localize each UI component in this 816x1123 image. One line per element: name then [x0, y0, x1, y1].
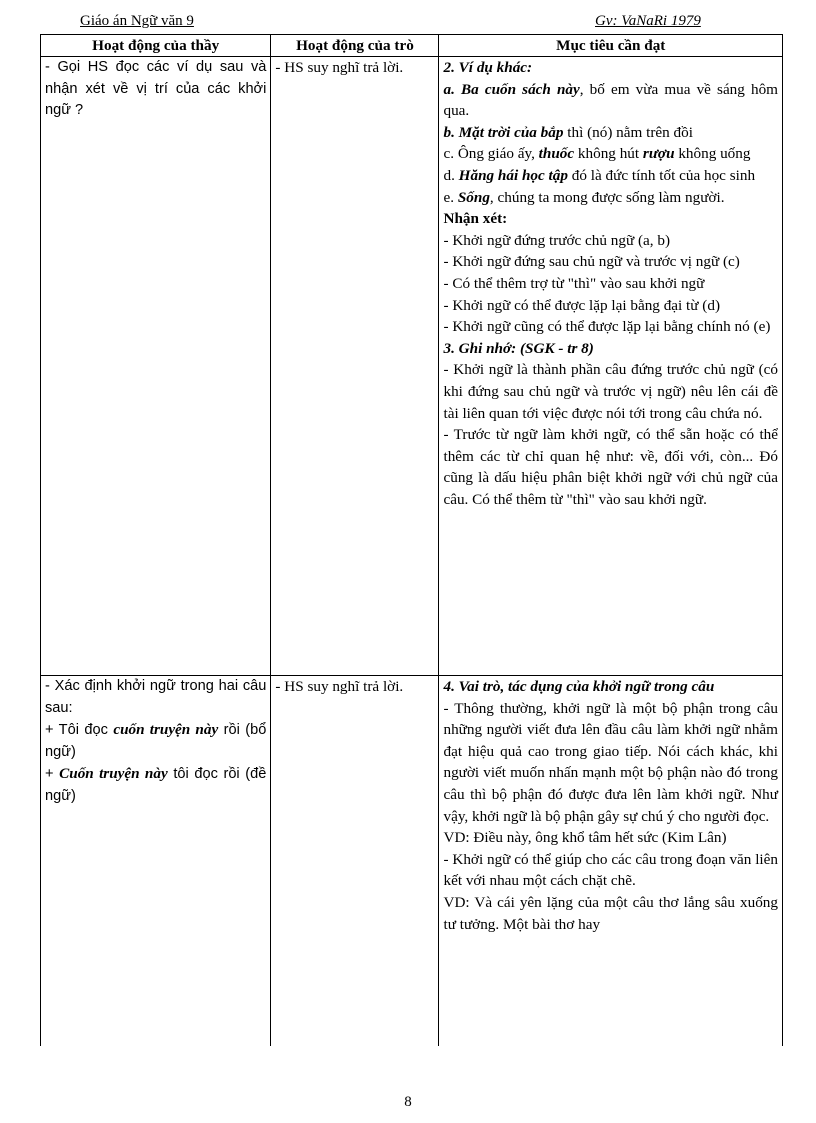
example-e [443, 187, 778, 209]
column-header-objective: Mục tiêu cần đạt [439, 35, 783, 57]
role-paragraph: - Khởi ngữ có thể giúp cho các câu trong đoạn văn liên kết với nhau một cách chặt chẽ. [443, 850, 778, 890]
teacher-activity-cell [41, 57, 271, 676]
header-lesson-title: Giáo án Ngữ văn 9 [80, 13, 194, 29]
page-number: 8 [404, 1094, 412, 1110]
example-b-rest: thì (nó) nằm trên đồi [563, 123, 693, 141]
lesson-table [40, 34, 783, 1046]
example-d-rest: đó là đức tính tốt của học sinh [567, 166, 756, 184]
example-d-topic: Hăng hái học tập [458, 166, 568, 184]
sentence-2-start: + [45, 766, 60, 783]
example-a [443, 79, 778, 122]
example-c-part1: c. Ông giáo ấy, [443, 145, 539, 163]
section-heading-summary: 3. Ghi nhớ: (SGK - tr 8) [443, 339, 594, 357]
teacher-activity-text: - Gọi HS đọc các ví dụ sau và nhận xét về vị trí của các khởi ngữ ? [45, 59, 267, 119]
sentence-1-end: rồi (bổ ngữ) [45, 722, 267, 760]
student-activity-cell [271, 676, 439, 1046]
sentence-1-topic: cuốn truyện này [113, 721, 219, 739]
page-header [0, 13, 816, 33]
example-b [443, 122, 778, 144]
remark-item: - Khởi ngữ cũng có thể được lặp lại bằng chính nó (e) [443, 318, 771, 336]
example-c-topic1: thuốc [538, 145, 575, 163]
remark-item: - Có thể thêm trợ từ "thì" vào sau khởi ngữ [443, 274, 705, 292]
teacher-task-sentence-1 [45, 719, 266, 763]
role-example: VD: Điều này, ông khổ tâm hết sức (Kim Lân) [443, 829, 727, 847]
example-c-topic2: rượu [642, 145, 675, 163]
example-d [443, 165, 778, 187]
table-header-row [41, 35, 783, 57]
role-example: VD: Và cái yên lặng của một câu thơ lắng sâu xuống tư tưởng. Một bài thơ hay [443, 893, 778, 933]
objective-cell [439, 57, 783, 676]
section-heading-examples: 2. Ví dụ khác: [443, 59, 533, 76]
remark-item: - Khởi ngữ có thể được lặp lại bằng đại từ (d) [443, 296, 720, 314]
example-e-prefix: e. [443, 188, 458, 206]
remark-item: - Khởi ngữ đứng sau chủ ngữ và trước vị ngữ (c) [443, 253, 740, 271]
teacher-task-intro: - Xác định khởi ngữ trong hai câu sau: [45, 678, 267, 716]
role-paragraph: - Thông thường, khởi ngữ là một bộ phận trong câu những người viết đưa lên đầu câu làm khởi ngữ nhằm đạt hiệu quả cao trong giao tiếp. Nói cách khác, khi người viết muốn nhấn mạnh một bộ phận nào đó trong câu thì bộ phận đó được đưa lên làm khởi ngữ. Như vậy, khởi ngữ là bộ phận gây sự chú ý cho người đọc. [443, 699, 778, 825]
header-teacher: Gv: VaNaRi 1979 [595, 13, 701, 29]
column-header-student: Hoạt động của trò [271, 35, 439, 57]
teacher-activity-cell [41, 676, 271, 1046]
remark-item: - Khởi ngữ đứng trước chủ ngữ (a, b) [443, 231, 671, 249]
summary-item: - Khởi ngữ là thành phần câu đứng trước chủ ngữ (có khi đứng sau chủ ngữ và trước vị ngữ) nêu lên cái đề tài liên quan tới việc được nói tới trong câu chứa nó. [443, 361, 778, 422]
student-activity-text: - HS suy nghĩ trả lời. [275, 59, 404, 76]
example-e-rest: , chúng ta mong được sống làm người. [489, 188, 725, 206]
objective-cell [439, 676, 783, 1046]
sentence-1-start: + Tôi đọc [45, 722, 114, 739]
example-b-topic: b. Mặt trời của bắp [443, 123, 564, 141]
sentence-2-topic: Cuốn truyện này [59, 765, 168, 783]
example-e-topic: Sống [457, 188, 490, 206]
student-activity-text: - HS suy nghĩ trả lời. [275, 678, 404, 695]
teacher-task-sentence-2 [45, 763, 266, 807]
example-c-part3: không uống [674, 145, 751, 163]
remarks-heading: Nhận xét: [443, 210, 508, 228]
example-c-part2: không hút [574, 145, 643, 163]
table-row [41, 676, 783, 1046]
section-heading-role: 4. Vai trò, tác dụng của khởi ngữ trong câu [443, 678, 715, 695]
example-d-prefix: d. [443, 166, 459, 184]
sentence-2-end: tôi đọc rồi (đề ngữ) [45, 766, 267, 804]
student-activity-cell [271, 57, 439, 676]
example-a-topic: a. Ba cuốn sách này [443, 80, 580, 98]
summary-item: - Trước từ ngữ làm khởi ngữ, có thể sẵn hoặc có thể thêm các từ chỉ quan hệ như: về, đối với, còn... Đó cũng là dấu hiệu phân biệt khởi ngữ với chủ ngữ của câu. Có thể thêm từ "thì" vào sau khởi ngữ. [443, 426, 778, 508]
table-row [41, 57, 783, 676]
example-c [443, 143, 778, 165]
example-a-rest: , bố em vừa mua về sáng hôm qua. [443, 80, 778, 120]
column-header-teacher: Hoạt động của thầy [41, 35, 271, 57]
